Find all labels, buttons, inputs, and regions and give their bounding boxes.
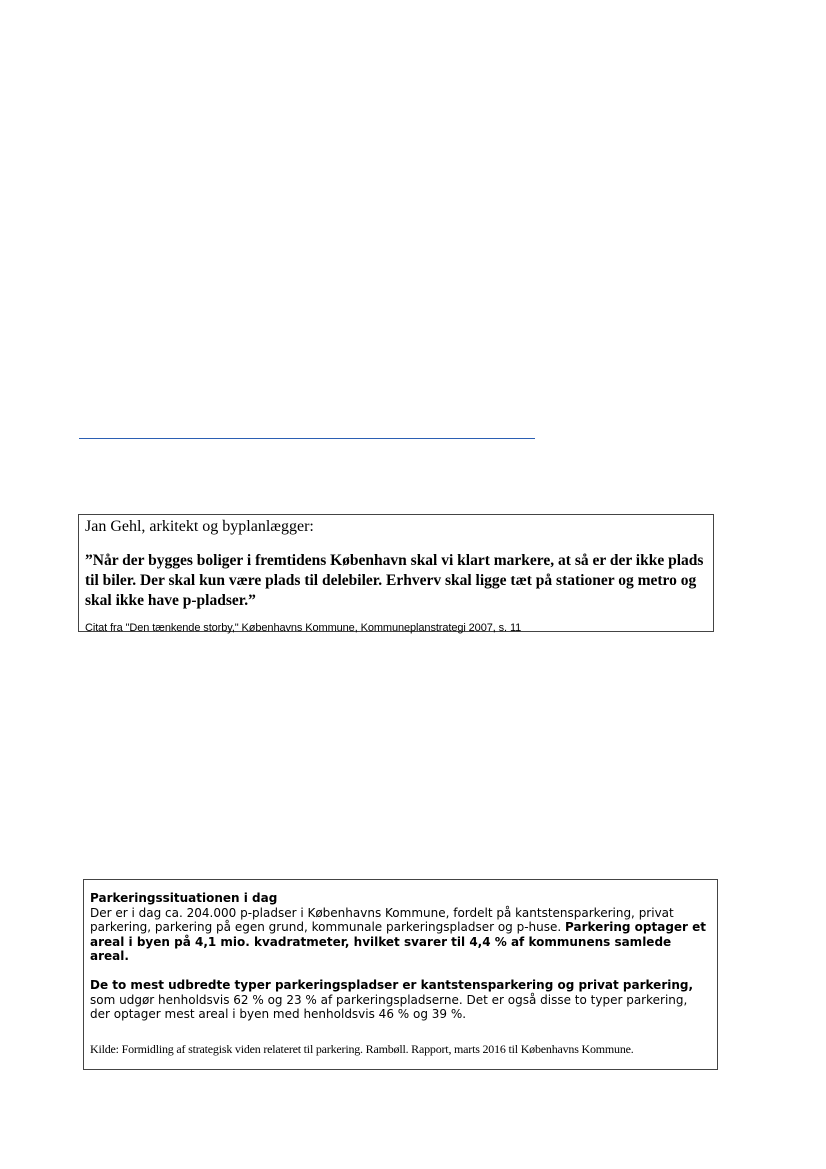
- quote-box: [78, 514, 714, 632]
- quote-text: ”Når der bygges boliger i fremtidens København skal vi klart markere, at så er der ikke plads til biler. Der skal kun være plads til delebiler. Erhverv skal ligge tæt på stationer og metro og skal ikke have p-pladser.”: [85, 552, 704, 609]
- horizontal-rule: [79, 438, 535, 439]
- parking-p1-text: Der er i dag ca. 204.000 p-pladser i Københavns Kommune, fordelt på kantstensparkering, privat parkering, parkering på egen grund, kommunale parkeringspladser og p-huse.: [90, 905, 674, 935]
- quote-author: Jan Gehl, arkitekt og byplanlægger:: [85, 518, 314, 535]
- parking-p2-bold: De to mest udbredte typer parkeringspladser er kantstensparkering og privat parkering,: [90, 977, 694, 992]
- parking-title: Parkeringssituationen i dag: [90, 891, 278, 905]
- parking-info-box: [83, 879, 718, 1070]
- parking-p2-text: som udgør henholdsvis 62 % og 23 % af parkeringspladserne. Det er også disse to typer parkering, der optager mest areal i byen med henholdsvis 46 % og 39 %.: [90, 992, 688, 1022]
- parking-paragraph-1: [90, 906, 711, 964]
- parking-source: Kilde: Formidling af strategisk viden relateret til parkering. Rambøll. Rapport, marts 2016 til Københavns Kommune.: [90, 1041, 634, 1056]
- quote-citation: Citat fra "Den tænkende storby," Københavns Kommune, Kommuneplanstrategi 2007, s. 11: [85, 622, 522, 634]
- parking-p1-bold: Parkering optager et areal i byen på 4,1 mio. kvadratmeter, hvilket svarer til 4,4 % af kommunens samlede areal.: [90, 920, 707, 964]
- parking-paragraph-2: [90, 978, 711, 1022]
